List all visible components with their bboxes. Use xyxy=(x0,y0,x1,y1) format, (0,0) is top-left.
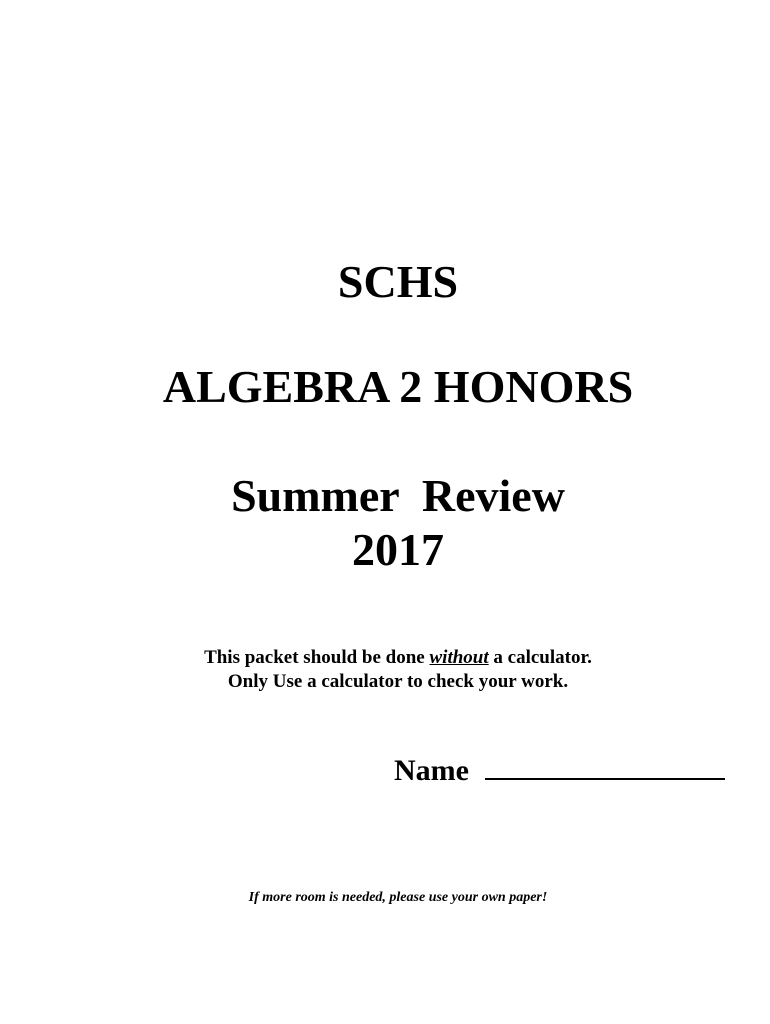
instructions-line-1-end: a calculator. xyxy=(488,647,592,668)
instructions xyxy=(0,646,770,694)
name-blank-line[interactable] xyxy=(485,748,725,780)
school-name: SCHS xyxy=(337,256,459,307)
footnote: If more room is needed, please use your own paper! xyxy=(248,890,548,905)
name-label: Name xyxy=(394,754,469,787)
instructions-line-1-start: This packet should be done xyxy=(204,647,430,668)
instructions-emphasis: without xyxy=(429,647,489,668)
instructions-line-2: Only Use a calculator to check your work. xyxy=(227,671,569,692)
packet-year: 2017 xyxy=(352,524,444,575)
packet-title xyxy=(0,470,770,522)
packet-title-text: Summer Review xyxy=(231,470,565,521)
name-field xyxy=(394,744,725,788)
instructions-line-1 xyxy=(0,646,770,670)
course-title: ALGEBRA 2 HONORS xyxy=(162,361,634,412)
